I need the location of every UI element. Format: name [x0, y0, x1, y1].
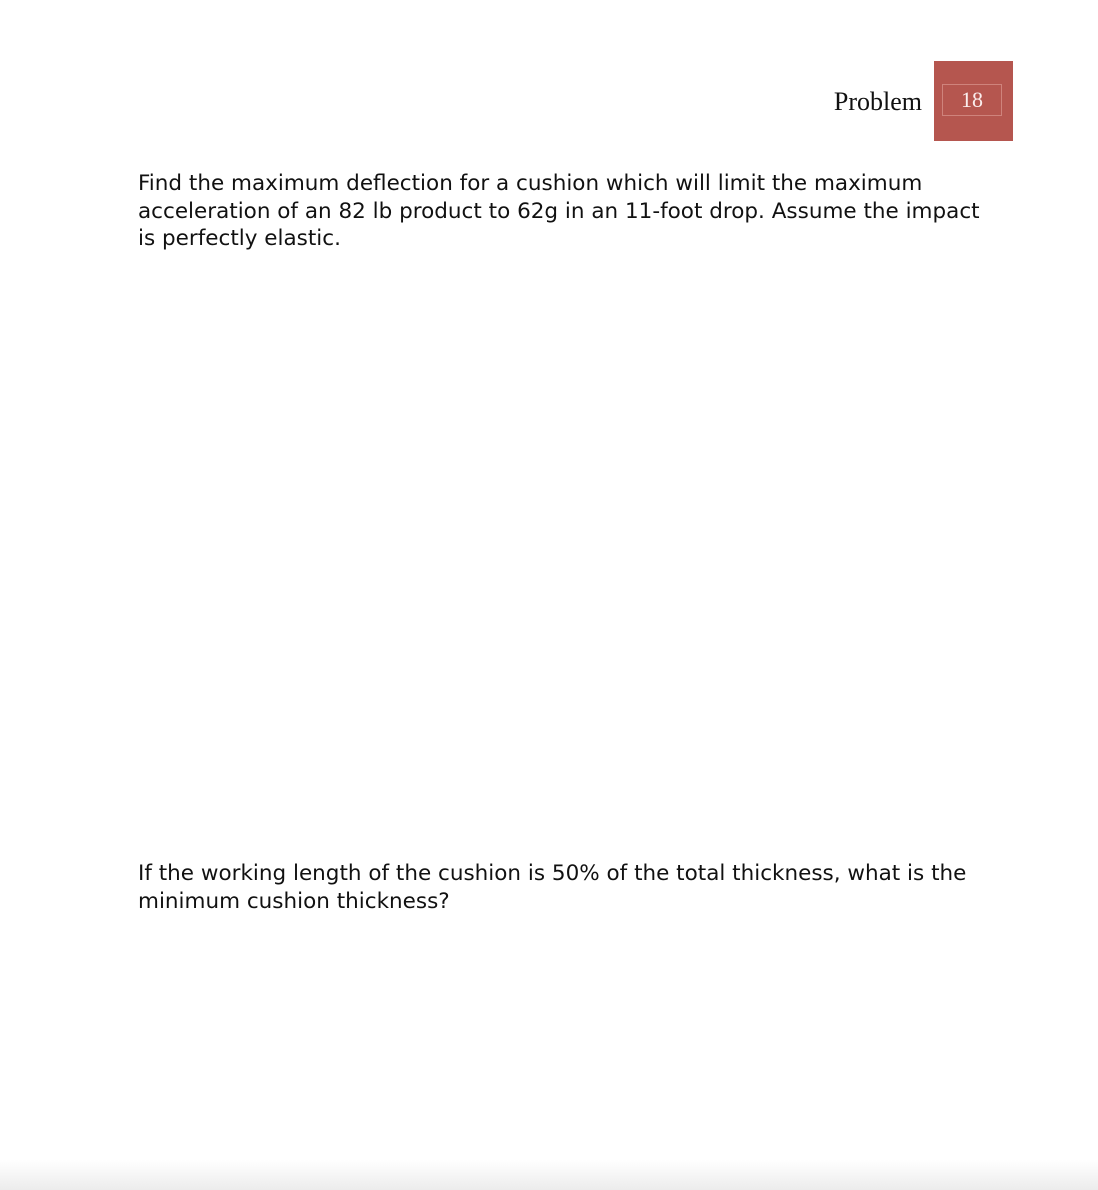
question-2-paragraph: [138, 860, 998, 915]
page-bottom-shadow: [0, 1160, 1098, 1190]
question-1-paragraph: [138, 170, 998, 253]
problem-number: 18: [942, 84, 1002, 116]
question-2-line: If the working length of the cushion is 50% of the total thickness, what is the: [138, 861, 967, 886]
problem-label: Problem: [833, 87, 922, 116]
question-1-line: is perfectly elastic.: [138, 226, 341, 251]
problem-number-box: [934, 61, 1013, 141]
question-2-line: minimum cushion thickness?: [138, 888, 450, 914]
question-1-line: acceleration of an 82 lb product to 62g in an 11-foot drop. Assume the impact: [138, 198, 980, 224]
question-1-line: Find the maximum deflection for a cushion which will limit the maximum: [138, 171, 923, 196]
